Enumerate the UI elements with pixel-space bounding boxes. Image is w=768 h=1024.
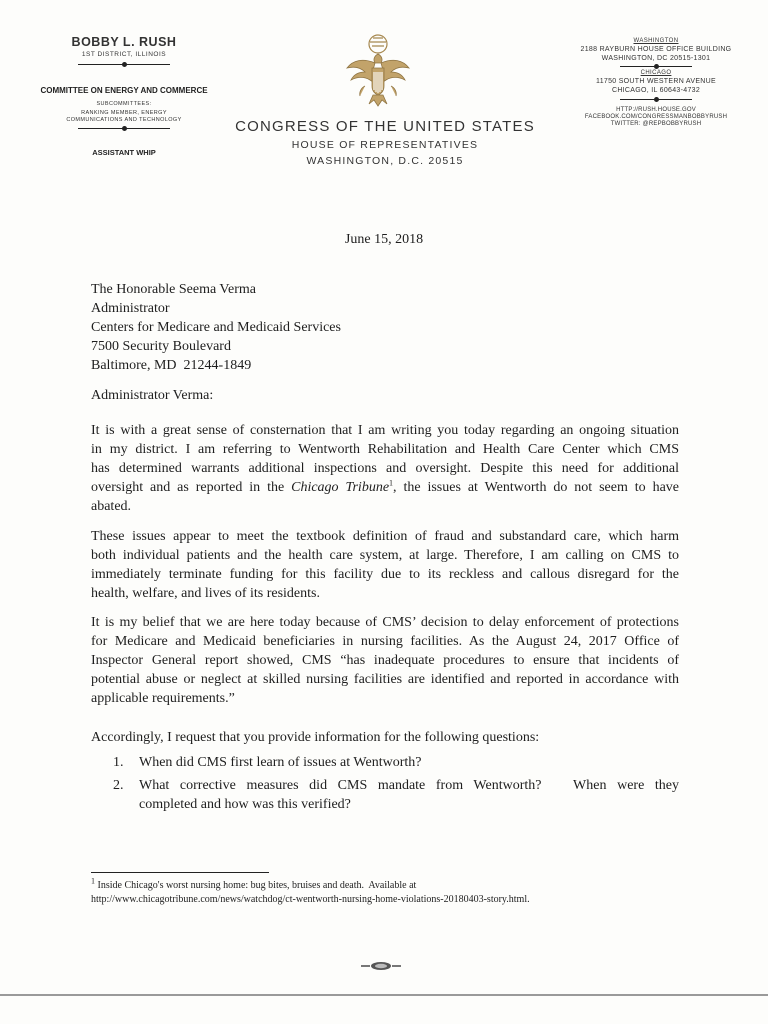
list-number: 2. [113,778,124,793]
recipient-address [91,280,341,375]
scan-bottom-edge [0,994,768,996]
letterhead-right [572,38,740,127]
facebook-link[interactable]: FACEBOOK.COM/CONGRESSMANBOBBYRUSH [584,114,728,120]
chicago-office-label: CHICAGO [640,70,672,76]
paragraph-line: applicable requirements.” [91,691,235,706]
question-list [113,753,679,818]
footnote-marker: 1 [91,876,95,886]
text-run: , the issues at Wentworth do not seem to have [393,480,679,495]
question-text: When did CMS first learn of issues at Wentworth? [139,755,422,770]
committee-name: COMMITTEE ON ENERGY AND COMMERCE [40,86,208,95]
house-name: HOUSE OF REPRESENTATIVES [291,139,479,151]
paragraph-line [91,478,679,497]
recipient-line: Centers for Medicare and Medicaid Services [91,320,341,335]
question-text: completed and how was this verified? [139,797,351,812]
footnote [91,876,691,907]
washington-address: WASHINGTON, DC 20515-1301 [601,55,711,62]
subcommittees-label: SUBCOMMITTEES: [96,101,152,107]
newspaper-title: Chicago Tribune [291,480,390,495]
chicago-address: 11750 SOUTH WESTERN AVENUE [596,78,716,85]
paragraph-line: in my district. I am referring to Wentworth Rehabilitation and Health Care Center which CMS [91,442,679,457]
paragraph-line: both individual patients and the health care system, at large. Therefore, I am calling on CMS to [91,548,679,563]
washington-office-label: WASHINGTON [633,38,679,44]
text-run: oversight and as reported in the [91,480,292,495]
list-item [113,776,679,814]
website-link[interactable]: HTTP://RUSH.HOUSE.GOV [616,107,696,113]
recipient-line: 7500 Security Boulevard [91,339,231,354]
recipient-line: The Honorable Seema Verma [91,282,256,297]
divider [572,94,740,104]
paragraph-line: has determined warrants additional inspections and oversight. Despite this need for additional [91,461,679,476]
body-paragraph: Accordingly, I request that you provide information for the following questions: [91,730,540,745]
footnote-reference[interactable]: 1 [389,478,394,488]
divider [20,123,228,129]
body-paragraph [91,613,679,708]
paragraph-line: It is with a great sense of consternation that I am writing you today regarding an ongoing situation [91,423,679,438]
letter-date: June 15, 2018 [344,232,424,247]
union-printing-bug-icon [358,961,404,971]
footnote-url[interactable]: http://www.chicagotribune.com/news/watchdog/ct-wentworth-nursing-home-violations-20180403-story.html. [91,894,530,905]
footnote-line [91,876,691,893]
list-number: 1. [113,755,124,770]
paragraph-line: It is my belief that we are here today because of CMS’ decision to delay enforcement of protections [91,615,679,630]
footnote-separator [91,872,269,873]
washington-address: 2188 RAYBURN HOUSE OFFICE BUILDING [580,46,732,53]
paragraph-line: Inspector General report showed, CMS “has inadequate procedures to ensure that incidents of [91,653,679,668]
chicago-address: CHICAGO, IL 60643-4732 [611,87,701,94]
paragraph-line: health, welfare, and lives of its residents. [91,586,320,601]
body-paragraph [91,421,679,516]
question-text: What corrective measures did CMS mandate from Wentworth? When were they [139,778,679,793]
paragraph-line: abated. [91,499,132,514]
assistant-whip: ASSISTANT WHIP [92,148,156,157]
paragraph-line: immediately terminate funding for this facility due to its reckless and callous disregard for the [91,567,679,582]
member-name: BOBBY L. RUSH [71,35,177,49]
divider [20,58,228,66]
paragraph-line: These issues appear to meet the textbook definition of fraud and substandard care, which harm [91,529,679,544]
eagle-seal-icon [343,30,413,110]
recipient-line: Baltimore, MD 21244-1849 [91,358,252,373]
paragraph-line: potential abuse or neglect at skilled nursing facilities are identified and reported in accordance with [91,672,679,687]
subcommittee-line: COMMUNICATIONS AND TECHNOLOGY [66,117,182,123]
recipient-line: Administrator [91,301,170,316]
footnote-text: Inside Chicago's worst nursing home: bug bites, bruises and death. Available at [95,880,417,891]
salutation: Administrator Verma: [91,388,214,403]
letterhead-center [230,118,540,167]
member-district: 1ST DISTRICT, ILLINOIS [81,51,167,58]
list-item [113,753,679,772]
congress-title: CONGRESS OF THE UNITED STATES [235,118,535,135]
twitter-handle[interactable]: TWITTER: @REPBOBBYRUSH [610,121,702,127]
paragraph-line: for Medicare and Medicaid beneficiaries in nursing facilities. As the August 24, 2017 Office of [91,634,679,649]
divider [572,62,740,70]
house-city: WASHINGTON, D.C. 20515 [306,155,464,167]
subcommittee-line: RANKING MEMBER, ENERGY [81,110,167,116]
letterhead-left [20,35,228,157]
body-paragraph [91,527,679,603]
